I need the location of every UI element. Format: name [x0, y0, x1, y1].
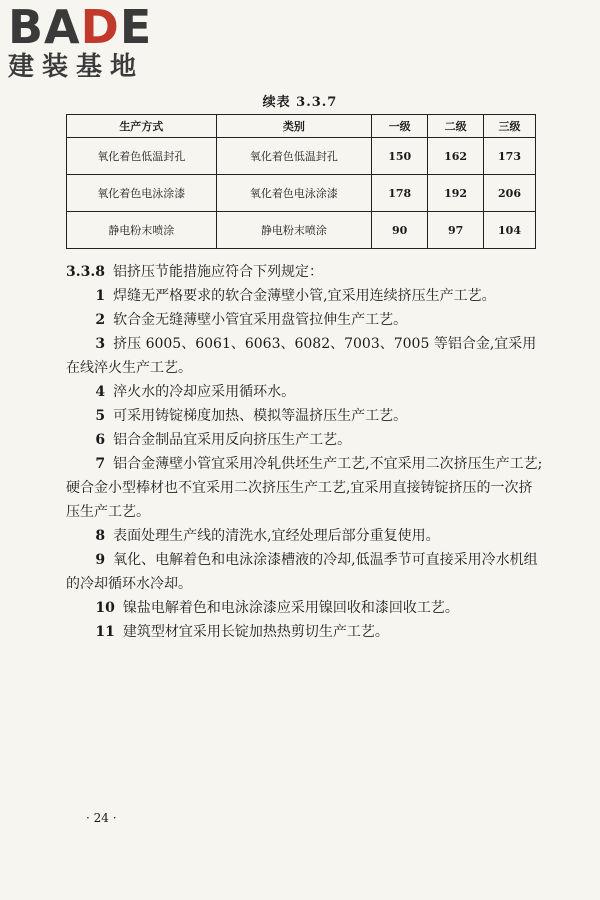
list-item	[66, 524, 546, 548]
section-title: 铝挤压节能措施应符合下列规定：	[112, 264, 323, 280]
list-item	[66, 284, 546, 308]
item-text: 可采用铸锭梯度加热、模拟等温挤压生产工艺。	[113, 408, 408, 424]
cell-method: 氧化着色电泳涂漆	[67, 175, 217, 212]
table-caption: 续表 3.3.7	[262, 95, 338, 110]
cell-grade-2: 192	[428, 175, 484, 212]
item-text: 表面处理生产线的清洗水,宜经处理后部分重复使用。	[113, 528, 440, 544]
table-row	[67, 175, 536, 212]
header-grade-1: 一级	[372, 115, 428, 138]
item-text: 挤压 6005、6061、6063、6082、7003、7005 等铝合金,宜采用在线淬火生产工艺。	[66, 336, 537, 376]
item-number: 1	[95, 288, 106, 304]
list-item	[66, 404, 546, 428]
section-content	[66, 260, 546, 644]
item-number: 6	[95, 432, 106, 448]
logo-wordmark	[8, 0, 178, 54]
item-number: 11	[95, 624, 115, 640]
list-item	[66, 428, 546, 452]
list-item	[66, 308, 546, 332]
cell-grade-2: 162	[428, 138, 484, 175]
list-item	[66, 380, 546, 404]
item-number: 10	[95, 600, 115, 616]
cell-grade-2: 97	[428, 212, 484, 249]
section-heading	[66, 260, 546, 284]
logo-text-suffix: E	[119, 0, 153, 54]
cell-grade-1: 178	[372, 175, 428, 212]
cell-grade-3: 104	[484, 212, 536, 249]
item-number: 2	[95, 312, 106, 328]
cell-grade-1: 150	[372, 138, 428, 175]
item-number: 5	[95, 408, 106, 424]
item-number: 3	[95, 336, 106, 352]
energy-table	[66, 114, 536, 249]
list-item	[66, 596, 546, 620]
header-grade-3: 三级	[484, 115, 536, 138]
table-header-row	[67, 115, 536, 138]
logo-text-prefix: BA	[8, 0, 81, 54]
item-text: 焊缝无严格要求的软合金薄壁小管,宜采用连续挤压生产工艺。	[113, 288, 496, 304]
cell-category: 静电粉末喷涂	[216, 212, 372, 249]
cell-method: 氧化着色低温封孔	[67, 138, 217, 175]
list-item	[66, 620, 546, 644]
item-number: 9	[95, 552, 106, 568]
cell-grade-3: 206	[484, 175, 536, 212]
logo-chinese-text: 建装基地	[8, 52, 145, 82]
item-number: 4	[95, 384, 106, 400]
list-item	[66, 332, 546, 380]
logo-text-accent: D	[80, 0, 120, 54]
cell-category: 氧化着色电泳涂漆	[216, 175, 372, 212]
table-row	[67, 138, 536, 175]
item-text: 铝合金制品宜采用反向挤压生产工艺。	[113, 432, 352, 448]
cell-grade-1: 90	[372, 212, 428, 249]
item-text: 铝合金薄壁小管宜采用冷轧供坯生产工艺,不宜采用二次挤压生产工艺;硬合金小型棒材也不宜采用二次挤压生产工艺,宜采用直接铸锭挤压的一次挤压生产工艺。	[66, 456, 543, 520]
cell-category: 氧化着色低温封孔	[216, 138, 372, 175]
cell-grade-3: 173	[484, 138, 536, 175]
item-text: 淬火水的冷却应采用循环水。	[113, 384, 296, 400]
item-text: 氧化、电解着色和电泳涂漆槽液的冷却,低温季节可直接采用冷水机组的冷却循环水冷却。	[66, 552, 538, 592]
brand-logo	[8, 0, 178, 82]
item-text: 建筑型材宜采用长锭加热热剪切生产工艺。	[122, 624, 389, 640]
table-row	[67, 212, 536, 249]
list-item	[66, 548, 546, 596]
page-number: · 24 ·	[86, 811, 117, 825]
header-category: 类别	[216, 115, 372, 138]
item-text: 镍盐电解着色和电泳涂漆应采用镍回收和漆回收工艺。	[122, 600, 459, 616]
header-production-method: 生产方式	[67, 115, 217, 138]
section-number: 3.3.8	[66, 264, 105, 280]
item-number: 8	[95, 528, 106, 544]
list-item	[66, 452, 546, 524]
item-text: 软合金无缝薄壁小管宜采用盘管拉伸生产工艺。	[113, 312, 408, 328]
cell-method: 静电粉末喷涂	[67, 212, 217, 249]
header-grade-2: 二级	[428, 115, 484, 138]
item-number: 7	[95, 456, 106, 472]
